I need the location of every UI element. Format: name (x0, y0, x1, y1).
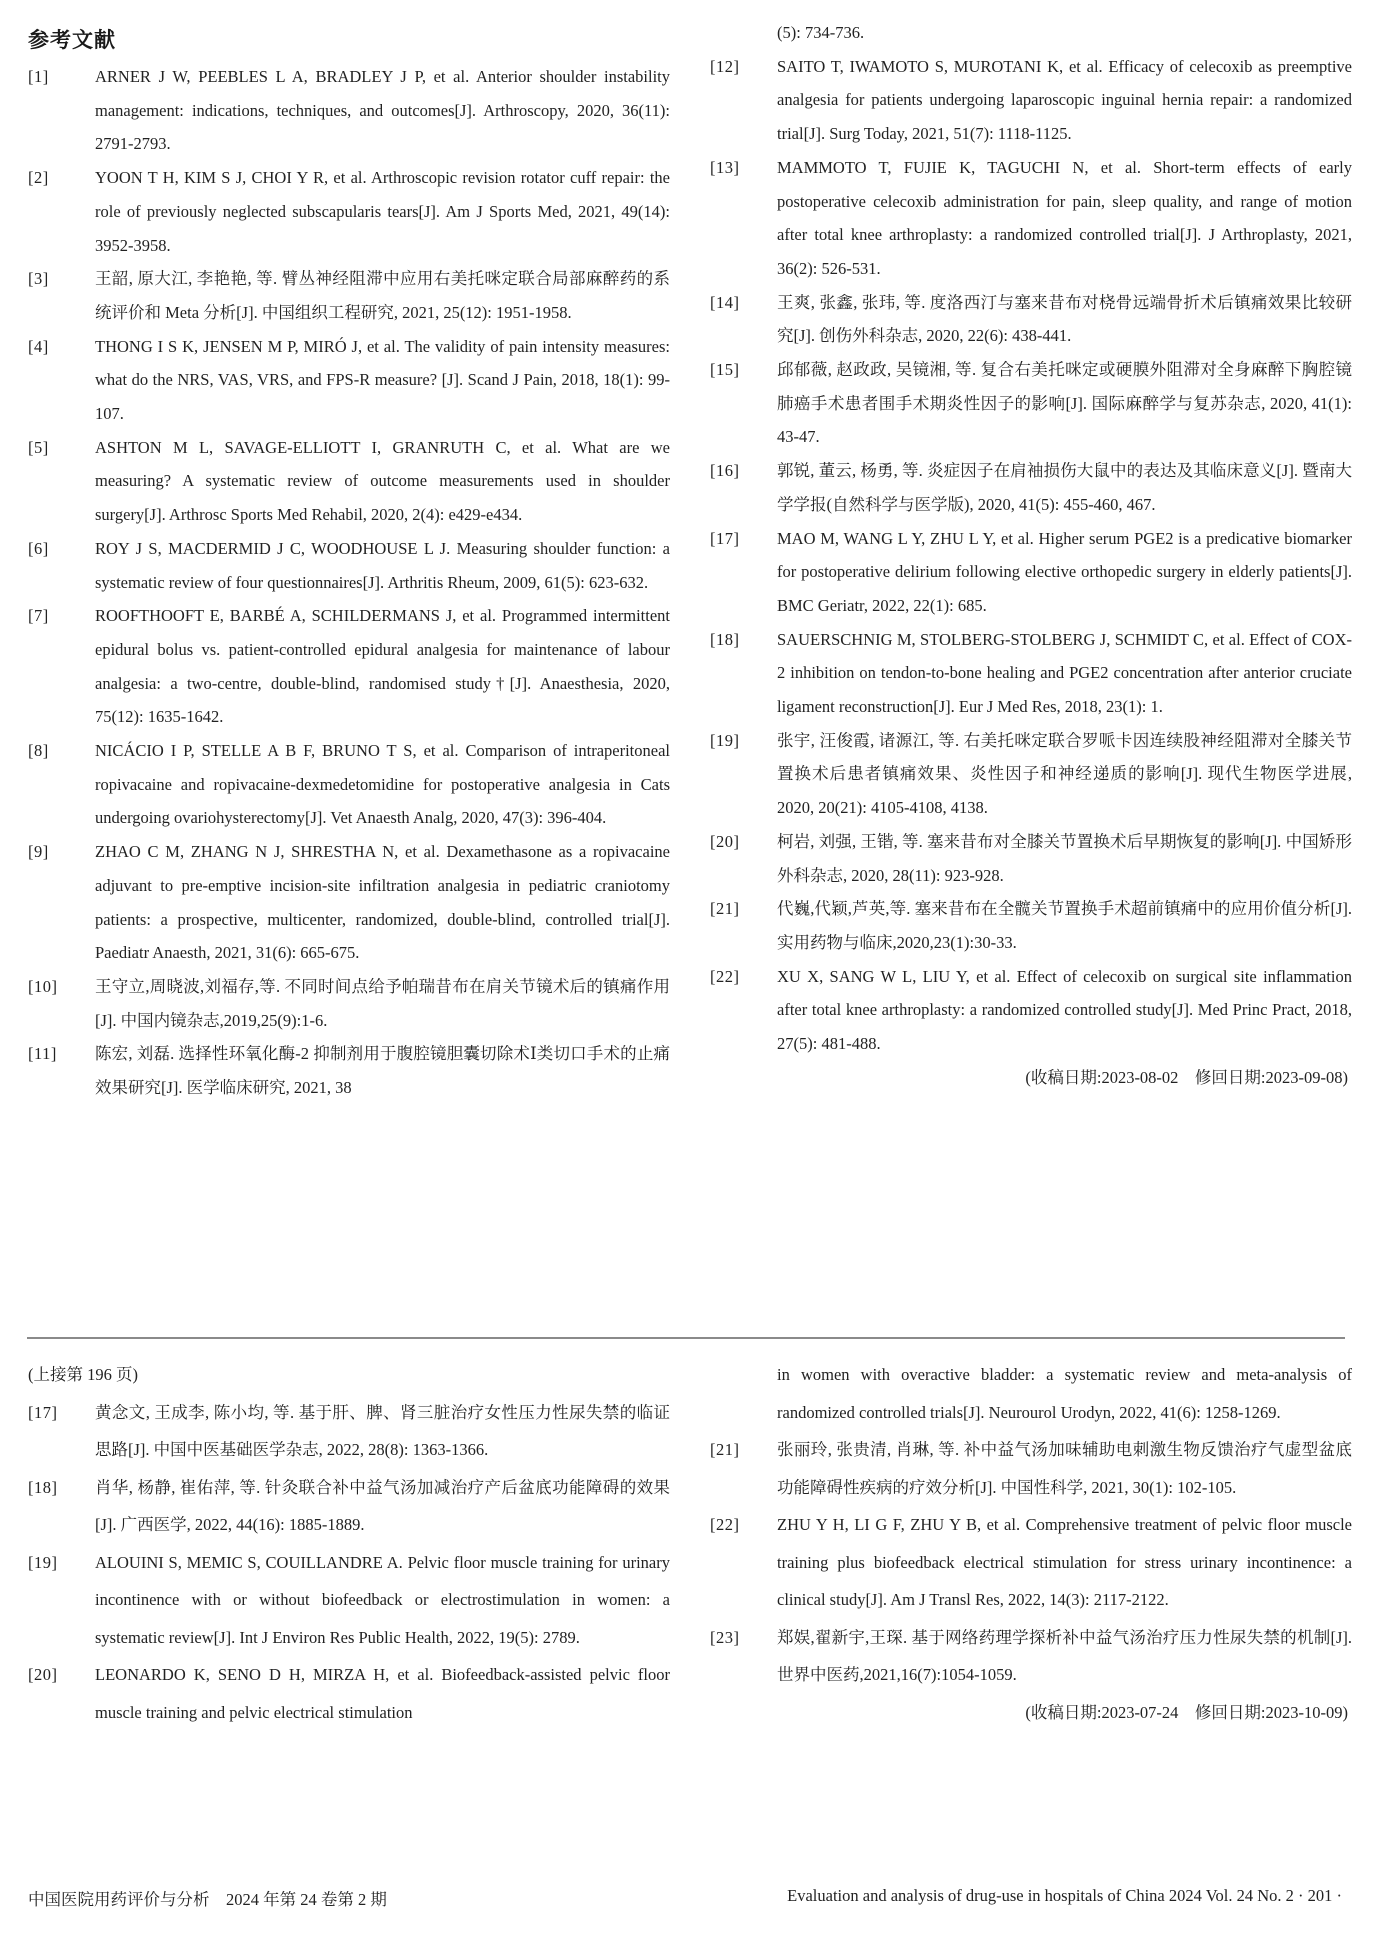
reference-number: [2] (28, 168, 49, 188)
section-divider (27, 1337, 1345, 1339)
reference-item (28, 60, 670, 161)
reference-item (28, 1037, 670, 1104)
reference-number: [21] (710, 899, 740, 919)
reference-item (28, 1656, 670, 1731)
reference-text: 王守立,周晓波,刘福存,等. 不同时间点给予帕瑞昔布在肩关节镜术后的镇痛作用[J]. 中国内镜杂志,2019,25(9):1-6. (95, 976, 670, 1030)
reference-number: [8] (28, 741, 49, 761)
reference-number: [20] (28, 1665, 58, 1684)
reference-text: NICÁCIO I P, STELLE A B F, BRUNO T S, et al. Comparison of intraperitoneal ropivacaine and ropivacaine-dexmedetomidine for postoperative analgesia in Cats undergoing ovariohysterectomy[J]. Vet Anaesth Analg, 2020, 47(3): 396-404. (95, 741, 670, 828)
reference-text: 肖华, 杨静, 崔佑萍, 等. 针灸联合补中益气汤加减治疗产后盆底功能障碍的效果[J]. 广西医学, 2022, 44(16): 1885-1889. (95, 1477, 670, 1534)
reference-item (710, 724, 1352, 825)
reference-item (28, 330, 670, 431)
reference-number: [11] (28, 1044, 57, 1064)
reference-item (28, 1544, 670, 1657)
reference-text: 张丽玲, 张贵清, 肖琳, 等. 补中益气汤加味辅助电刺激生物反馈治疗气虚型盆底功能障碍性疾病的疗效分析[J]. 中国性科学, 2021, 30(1): 102-105. (777, 1440, 1352, 1497)
reference-number: [18] (28, 1477, 58, 1497)
reference-item (710, 1619, 1352, 1694)
reference-number: [6] (28, 538, 49, 558)
reference-number: [9] (28, 842, 49, 862)
reference-text: ASHTON M L, SAVAGE-ELLIOTT I, GRANRUTH C, et al. What are we measuring? A systematic review of outcome measurements used in shoulder surgery[J]. Arthrosc Sports Med Rehabil, 2020, 2(4): e429-e434. (95, 437, 670, 525)
reference-number: [10] (28, 976, 58, 996)
reference-number: [22] (710, 1515, 740, 1534)
reference-text: YOON T H, KIM S J, CHOI Y R, et al. Arthroscopic revision rotator cuff repair: the role of previously neglected subscapularis tears[J]. Am J Sports Med, 2021, 49(14): 3952-3958. (95, 168, 670, 255)
reference-item (710, 286, 1352, 353)
reference-number: [21] (710, 1440, 740, 1459)
reference-item (28, 1469, 670, 1544)
references-column-top-right (710, 16, 1352, 1095)
reference-number: [18] (710, 629, 740, 649)
journal-footer-en: Evaluation and analysis of drug-use in hospitals of China 2024 Vol. 24 No. 2 · 201 · (787, 1886, 1342, 1905)
reference-number: [13] (710, 157, 740, 177)
reference-item (28, 1394, 670, 1469)
reference-text: SAITO T, IWAMOTO S, MUROTANI K, et al. Efficacy of celecoxib as preemptive analgesia for patients undergoing laparoscopic inguinal hernia repair: a randomized trial[J]. Surg Today, 2021, 51(7): 1118-1125. (777, 56, 1352, 144)
reference-item (28, 599, 670, 734)
reference-item (28, 431, 670, 532)
reference-continuation: in women with overactive bladder: a systematic review and meta-analysis of randomized controlled trials[J]. Neurourol Urodyn, 2022, 41(6): 1258-1269. (777, 1365, 1352, 1422)
reference-text: 代巍,代颖,芦英,等. 塞来昔布在全髋关节置换手术超前镇痛中的应用价值分析[J]. 实用药物与临床,2020,23(1):30-33. (777, 899, 1352, 952)
reference-number: [19] (710, 730, 740, 750)
reference-item (710, 1506, 1352, 1619)
reference-item (710, 892, 1352, 959)
reference-text: MAO M, WANG L Y, ZHU L Y, et al. Higher serum PGE2 is a predicative biomarker for postoperative delirium following elective orthopedic surgery in elderly patients[J]. BMC Geriatr, 2022, 22(1): 685. (777, 528, 1352, 615)
reference-text: 王爽, 张鑫, 张玮, 等. 度洛西汀与塞来昔布对桡骨远端骨折术后镇痛效果比较研究[J]. 创伤外科杂志, 2020, 22(6): 438-441. (777, 292, 1352, 346)
reference-text: 郭锐, 董云, 杨勇, 等. 炎症因子在肩袖损伤大鼠中的表达及其临床意义[J]. 暨南大学学报(自然科学与医学版), 2020, 41(5): 455-460, 467. (777, 461, 1352, 514)
reference-item (28, 532, 670, 599)
reference-number: [1] (28, 67, 49, 86)
continued-from-note: (上接第 196 页) (28, 1365, 138, 1384)
reference-item (710, 454, 1352, 521)
references-column-bottom-left (28, 1356, 670, 1731)
reference-item (28, 262, 670, 329)
reference-number: [12] (710, 56, 740, 76)
reference-item (710, 50, 1352, 151)
reference-text: THONG I S K, JENSEN M P, MIRÓ J, et al. The validity of pain intensity measures: what do the NRS, VAS, VRS, and FPS-R measure? [J]. Scand J Pain, 2018, 18(1): 99-107. (95, 336, 670, 424)
reference-number: [3] (28, 269, 49, 289)
reference-item (710, 960, 1352, 1061)
received-revised-dates: (收稿日期:2023-08-02 修回日期:2023-09-08) (1025, 1067, 1348, 1087)
references-column-top-left (28, 60, 670, 1105)
reference-text: MAMMOTO T, FUJIE K, TAGUCHI N, et al. Short-term effects of early postoperative celecoxib administration for pain, sleep quality, and range of motion after total knee arthroplasty: a randomized controlled trial[J]. J Arthroplasty, 2021, 36(2): 526-531. (777, 157, 1352, 278)
reference-number: [14] (710, 292, 740, 312)
reference-item (28, 161, 670, 262)
reference-item (28, 970, 670, 1037)
reference-text: SAUERSCHNIG M, STOLBERG-STOLBERG J, SCHMIDT C, et al. Effect of COX-2 inhibition on tendon-to-bone healing and PGE2 concentration after anterior cruciate ligament reconstruction[J]. Eur J Med Res, 2018, 23(1): 1. (777, 629, 1352, 717)
reference-text: ARNER J W, PEEBLES L A, BRADLEY J P, et al. Anterior shoulder instability management: indications, techniques, and outcomes[J]. Arthroscopy, 2020, 36(11): 2791-2793. (95, 67, 670, 154)
reference-text: ZHAO C M, ZHANG N J, SHRESTHA N, et al. Dexamethasone as a ropivacaine adjuvant to pre-emptive incision-site infiltration analgesia in pediatric craniotomy patients: a prospective, multicenter, randomized, double-blind, controlled trial[J]. Paediatr Anaesth, 2021, 31(6): 665-675. (95, 842, 670, 963)
reference-item (710, 825, 1352, 892)
reference-number: [16] (710, 461, 740, 481)
reference-text: 张宇, 汪俊霞, 诸源江, 等. 右美托咪定联合罗哌卡因连续股神经阻滞对全膝关节置换术后患者镇痛效果、炎性因子和神经递质的影响[J]. 现代生物医学进展, 2020, 20(21): 4105-4108, 4138. (777, 730, 1352, 818)
reference-number: [17] (28, 1402, 58, 1422)
reference-item (710, 151, 1352, 286)
reference-number: [5] (28, 437, 49, 457)
reference-continuation: (5): 734-736. (777, 23, 865, 42)
reference-item (710, 353, 1352, 454)
reference-text: ZHU Y H, LI G F, ZHU Y B, et al. Comprehensive treatment of pelvic floor muscle training plus biofeedback electrical stimulation for stress urinary incontinence: a clinical study[J]. Am J Transl Res, 2022, 14(3): 2117-2122. (777, 1515, 1352, 1609)
reference-number: [19] (28, 1552, 58, 1572)
reference-text: 邱郁薇, 赵政政, 吴镜湘, 等. 复合右美托咪定或硬膜外阻滞对全身麻醉下胸腔镜肺癌手术患者围手术期炎性因子的影响[J]. 国际麻醉学与复苏杂志, 2020, 41(1): 43-47. (777, 360, 1352, 447)
reference-text: 王韶, 原大江, 李艳艳, 等. 臂丛神经阻滞中应用右美托咪定联合局部麻醉药的系统评价和 Meta 分析[J]. 中国组织工程研究, 2021, 25(12): 1951-1958. (95, 269, 670, 322)
reference-number: [17] (710, 528, 740, 548)
reference-text: XU X, SANG W L, LIU Y, et al. Effect of celecoxib on surgical site inflammation after total knee arthroplasty: a randomized controlled study[J]. Med Princ Pract, 2018, 27(5): 481-488. (777, 966, 1352, 1054)
reference-text: ROOFTHOOFT E, BARBÉ A, SCHILDERMANS J, et al. Programmed intermittent epidural bolus vs. patient-controlled epidural analgesia for maintenance of labour analgesia: a two-centre, double-blind, randomised study†[J]. Anaesthesia, 2020, 75(12): 1635-1642. (95, 606, 670, 727)
reference-number: [15] (710, 360, 740, 380)
references-column-bottom-right (710, 1356, 1352, 1731)
reference-text: LEONARDO K, SENO D H, MIRZA H, et al. Biofeedback-assisted pelvic floor muscle training and pelvic electrical stimulation (95, 1665, 670, 1722)
reference-number: [4] (28, 336, 49, 356)
reference-text: 黄念文, 王成李, 陈小均, 等. 基于肝、脾、肾三脏治疗女性压力性尿失禁的临证思路[J]. 中国中医基础医学杂志, 2022, 28(8): 1363-1366. (95, 1402, 670, 1459)
reference-text: ROY J S, MACDERMID J C, WOODHOUSE L J. Measuring shoulder function: a systematic review of four questionnaires[J]. Arthritis Rheum, 2009, 61(5): 623-632. (95, 538, 670, 592)
reference-item (28, 734, 670, 835)
received-revised-dates: (收稿日期:2023-07-24 修回日期:2023-10-09) (1025, 1702, 1348, 1722)
reference-text: ALOUINI S, MEMIC S, COUILLANDRE A. Pelvic floor muscle training for urinary incontinence with or without biofeedback or electrostimulation in women: a systematic review[J]. Int J Environ Res Public Health, 2022, 19(5): 2789. (95, 1552, 670, 1647)
reference-text: 陈宏, 刘磊. 选择性环氧化酶-2 抑制剂用于腹腔镜胆囊切除术Ⅰ类切口手术的止痛效果研究[J]. 医学临床研究, 2021, 38 (95, 1044, 670, 1098)
reference-number: [20] (710, 831, 740, 851)
reference-number: [7] (28, 606, 49, 626)
reference-text: 郑娱,翟新宇,王琛. 基于网络药理学探析补中益气汤治疗压力性尿失禁的机制[J]. 世界中医药,2021,16(7):1054-1059. (777, 1627, 1352, 1684)
reference-item (710, 623, 1352, 724)
reference-number: [22] (710, 966, 740, 986)
journal-footer-cn: 中国医院用药评价与分析 2024 年第 24 卷第 2 期 (28, 1890, 387, 1909)
reference-number: [23] (710, 1627, 740, 1647)
reference-item (710, 522, 1352, 623)
reference-item (28, 835, 670, 970)
references-heading: 参考文献 (28, 28, 116, 52)
reference-text: 柯岩, 刘强, 王锴, 等. 塞来昔布对全膝关节置换术后早期恢复的影响[J]. 中国矫形外科杂志, 2020, 28(11): 923-928. (777, 831, 1352, 885)
reference-item (710, 1431, 1352, 1506)
